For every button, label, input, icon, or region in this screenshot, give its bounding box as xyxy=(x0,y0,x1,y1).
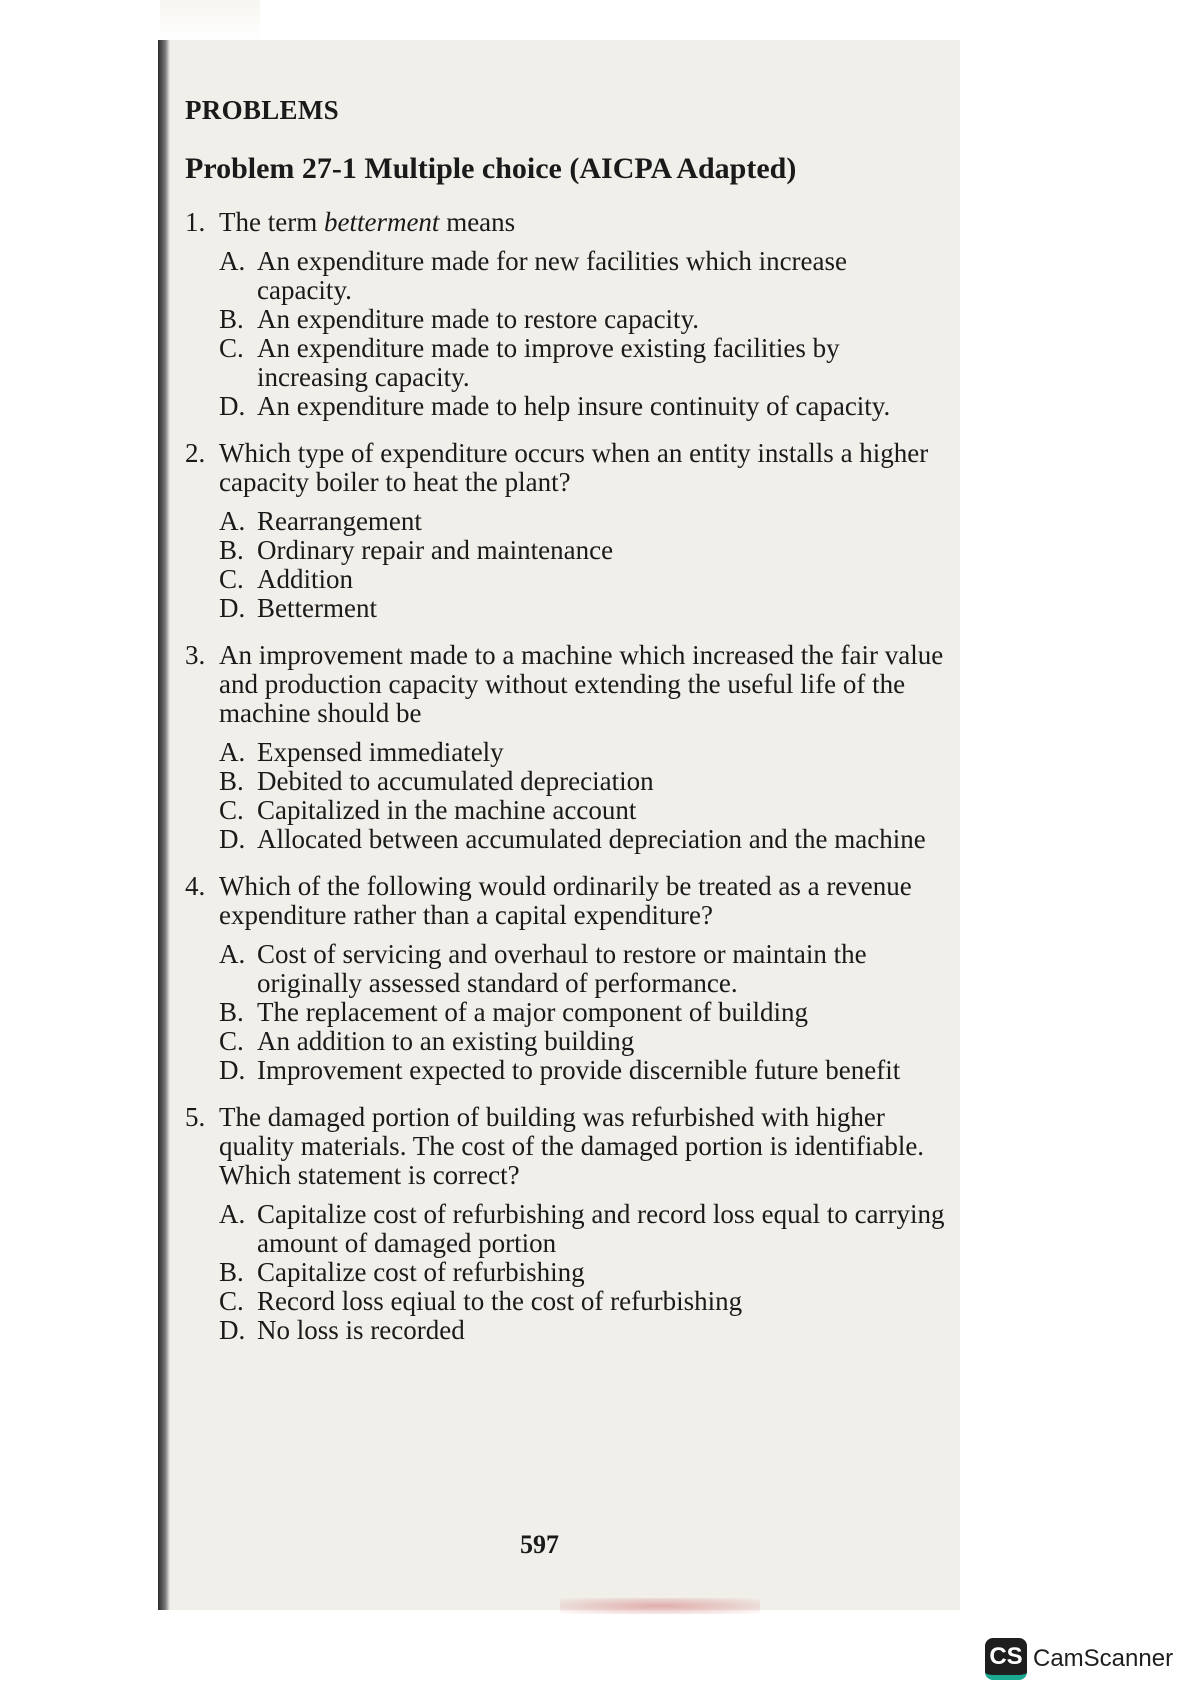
question-3 xyxy=(185,641,945,854)
choice-text: Improvement expected to provide discernible future benefit xyxy=(257,1055,901,1085)
choice-text: Addition xyxy=(257,564,354,594)
choice-b xyxy=(219,767,945,796)
choice-c xyxy=(219,565,945,594)
choice-text: Allocated between accumulated depreciation and the machine xyxy=(257,824,926,854)
choice-text: Rearrangement xyxy=(257,506,422,536)
choice-letter: B. xyxy=(219,1257,244,1287)
choice-a xyxy=(219,247,945,305)
choice-letter: A. xyxy=(219,737,246,767)
question-1 xyxy=(185,208,945,421)
choice-d xyxy=(219,392,945,421)
choice-list xyxy=(219,247,945,421)
choice-c xyxy=(219,1027,945,1056)
question-4 xyxy=(185,872,945,1085)
question-text: The damaged portion of building was refurbished with higher quality materials. The cost of the damaged portion is identifiable. Which statement is correct? xyxy=(219,1102,925,1190)
choice-a xyxy=(219,940,945,998)
choice-text: Capitalize cost of refurbishing and record loss equal to carrying amount of damaged portion xyxy=(257,1199,945,1258)
choice-b xyxy=(219,536,945,565)
choice-letter: C. xyxy=(219,795,244,825)
choice-letter: C. xyxy=(219,564,244,594)
section-title: PROBLEMS xyxy=(185,95,339,125)
choice-text: No loss is recorded xyxy=(257,1315,465,1345)
camscanner-name: CamScanner xyxy=(1033,1645,1174,1672)
choice-text: Capitalized in the machine account xyxy=(257,795,637,825)
question-number: 5. xyxy=(185,1102,206,1132)
choice-d xyxy=(219,594,945,623)
choice-d xyxy=(219,1316,945,1345)
choice-c xyxy=(219,334,945,392)
question-stem xyxy=(185,872,945,930)
question-text-part: means xyxy=(439,207,516,237)
choice-c xyxy=(219,1287,945,1316)
camscanner-logo-icon: CS xyxy=(985,1638,1027,1680)
choice-text: An expenditure made for new facilities which increase capacity. xyxy=(257,246,848,305)
choice-text: The replacement of a major component of building xyxy=(257,997,809,1027)
choice-text: An expenditure made to help insure continuity of capacity. xyxy=(257,391,891,421)
question-number: 4. xyxy=(185,871,206,901)
choice-text: Ordinary repair and maintenance xyxy=(257,535,614,565)
question-text xyxy=(219,208,945,237)
page-top-shadow xyxy=(160,0,260,40)
scan-smudge xyxy=(560,1598,760,1614)
choice-letter: C. xyxy=(219,1026,244,1056)
choice-text: An expenditure made to improve existing facilities by increasing capacity. xyxy=(257,333,840,392)
choice-text: Capitalize cost of refurbishing xyxy=(257,1257,585,1287)
choice-text: Betterment xyxy=(257,593,377,623)
choice-letter: B. xyxy=(219,535,244,565)
question-stem xyxy=(185,641,945,728)
choice-letter: A. xyxy=(219,246,246,276)
emphasized-term: betterment xyxy=(323,207,440,237)
choice-c xyxy=(219,796,945,825)
choice-letter: D. xyxy=(219,391,246,421)
page-content xyxy=(185,95,945,1363)
choice-letter: A. xyxy=(219,1199,246,1229)
choice-a xyxy=(219,738,945,767)
camscanner-watermark xyxy=(985,1638,1173,1680)
choice-text: Cost of servicing and overhaul to restore or maintain the originally assessed standard of performance. xyxy=(257,939,867,998)
choice-letter: D. xyxy=(219,593,246,623)
choice-list xyxy=(219,1200,945,1345)
choice-letter: B. xyxy=(219,997,244,1027)
choice-letter: A. xyxy=(219,939,246,969)
choice-b xyxy=(219,305,945,334)
question-text-part: The term xyxy=(219,207,324,237)
question-text: Which type of expenditure occurs when an entity installs a higher capacity boiler to heat the plant? xyxy=(219,438,929,497)
choice-a xyxy=(219,1200,945,1258)
choice-list xyxy=(219,507,945,623)
question-text: An improvement made to a machine which increased the fair value and production capacity without extending the useful life of the machine should be xyxy=(219,640,944,728)
choice-text: Debited to accumulated depreciation xyxy=(257,766,654,796)
choice-a xyxy=(219,507,945,536)
choice-letter: D. xyxy=(219,824,246,854)
question-number: 2. xyxy=(185,438,206,468)
choice-letter: B. xyxy=(219,304,244,334)
choice-list xyxy=(219,940,945,1085)
question-2 xyxy=(185,439,945,623)
question-5 xyxy=(185,1103,945,1345)
question-stem xyxy=(185,208,945,237)
choice-d xyxy=(219,825,945,854)
page-number: 597 xyxy=(520,1530,559,1559)
choice-b xyxy=(219,1258,945,1287)
choice-list xyxy=(219,738,945,854)
problem-title: Problem 27-1 Multiple choice (AICPA Adapted) xyxy=(185,152,797,185)
choice-letter: C. xyxy=(219,1286,244,1316)
question-text: Which of the following would ordinarily be treated as a revenue expenditure rather than a capital expenditure? xyxy=(219,871,912,930)
question-number: 3. xyxy=(185,640,206,670)
choice-b xyxy=(219,998,945,1027)
choice-text: An addition to an existing building xyxy=(257,1026,635,1056)
choice-letter: B. xyxy=(219,766,244,796)
choice-text: Expensed immediately xyxy=(257,737,504,767)
book-spine-shadow xyxy=(158,40,170,1610)
choice-text: Record loss eqiual to the cost of refurbishing xyxy=(257,1286,743,1316)
choice-letter: A. xyxy=(219,506,246,536)
question-stem xyxy=(185,1103,945,1190)
choice-letter: D. xyxy=(219,1055,246,1085)
choice-text: An expenditure made to restore capacity. xyxy=(257,304,700,334)
choice-d xyxy=(219,1056,945,1085)
question-number: 1. xyxy=(185,207,206,237)
question-stem xyxy=(185,439,945,497)
choice-letter: C. xyxy=(219,333,244,363)
choice-letter: D. xyxy=(219,1315,246,1345)
